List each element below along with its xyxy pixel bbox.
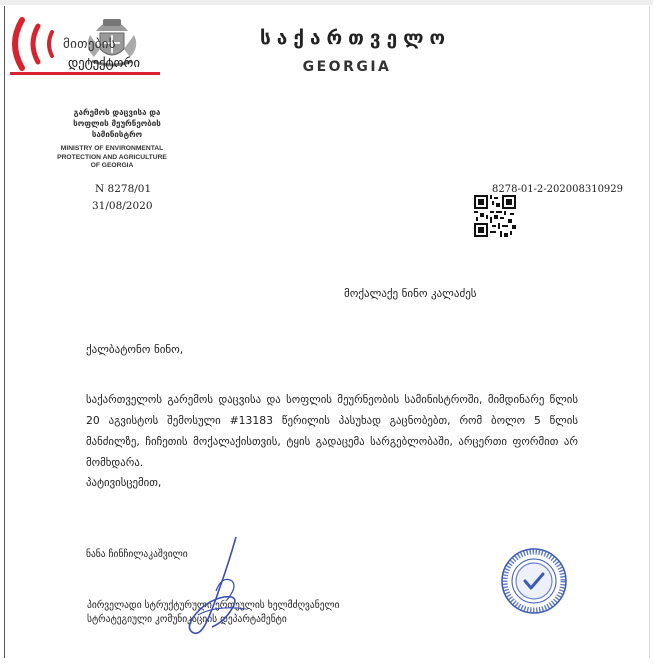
country-title-en: GEORGIA <box>302 59 392 75</box>
greeting: ქალბატონო ნინო, <box>86 343 184 356</box>
logo-text-line1: მითების <box>63 37 116 52</box>
recipient: მოქალაქე ნინო კალაძეს <box>344 287 477 300</box>
handwritten-signature <box>176 535 266 640</box>
ministry-en-line: OF GEORGIA <box>90 162 134 170</box>
body-line: მანძილზე, ჩიჩეთის მოქალაქისთვის, ტყის გადაცემა სარგებლობაში, არცერთი ფორმით არ <box>86 435 578 448</box>
ministry-geo-line: გარემოს დაცვისა და <box>73 108 161 117</box>
body-line: 20 აგვისტოს შემოსული #13183 წერილის პასუხად გაცნობებთ, რომ ბოლო 5 წლის <box>86 414 578 427</box>
signer-position-line1: პირველადი სტრუქტურული ერთეულის ხელმძღვანელი <box>87 600 340 611</box>
document-date: 31/08/2020 <box>92 200 153 212</box>
signer-name: ნანა ჩინჩილაკაშვილი <box>86 549 188 560</box>
ministry-en-line: PROTECTION AND AGRICULTURE <box>57 153 167 161</box>
qr-code-icon <box>474 195 516 237</box>
country-title-geo: საქართველო <box>260 27 451 49</box>
closing: პატივისცემით, <box>86 476 162 489</box>
body-line: საქართველოს გარემოს დაცვისა და სოფლის მეურნეობის სამინისტროში, მიმდინარე წლის <box>86 393 578 406</box>
ministry-name-en <box>38 145 186 171</box>
ministry-en-line: MINISTRY OF ENVIRONMENTAL <box>60 145 164 152</box>
signer-position-line2: სტრატეგიული კომუნიკაციის დეპარტამენტი <box>87 614 287 625</box>
letter-body <box>86 389 578 473</box>
ministry-geo-line: სამინისტრო <box>91 130 143 139</box>
top-strip <box>0 0 653 5</box>
official-seal-icon <box>500 547 568 615</box>
reference-code: 8278-01-2-202008310929 <box>492 184 624 195</box>
ministry-name-geo <box>62 107 172 140</box>
body-line: მომხდარა. <box>86 456 144 469</box>
logo-text-line2: დეტექტორი <box>68 55 140 70</box>
ministry-geo-line: სოფლის მეურნეობის <box>73 119 161 128</box>
document-number: N 8278/01 <box>95 183 152 195</box>
